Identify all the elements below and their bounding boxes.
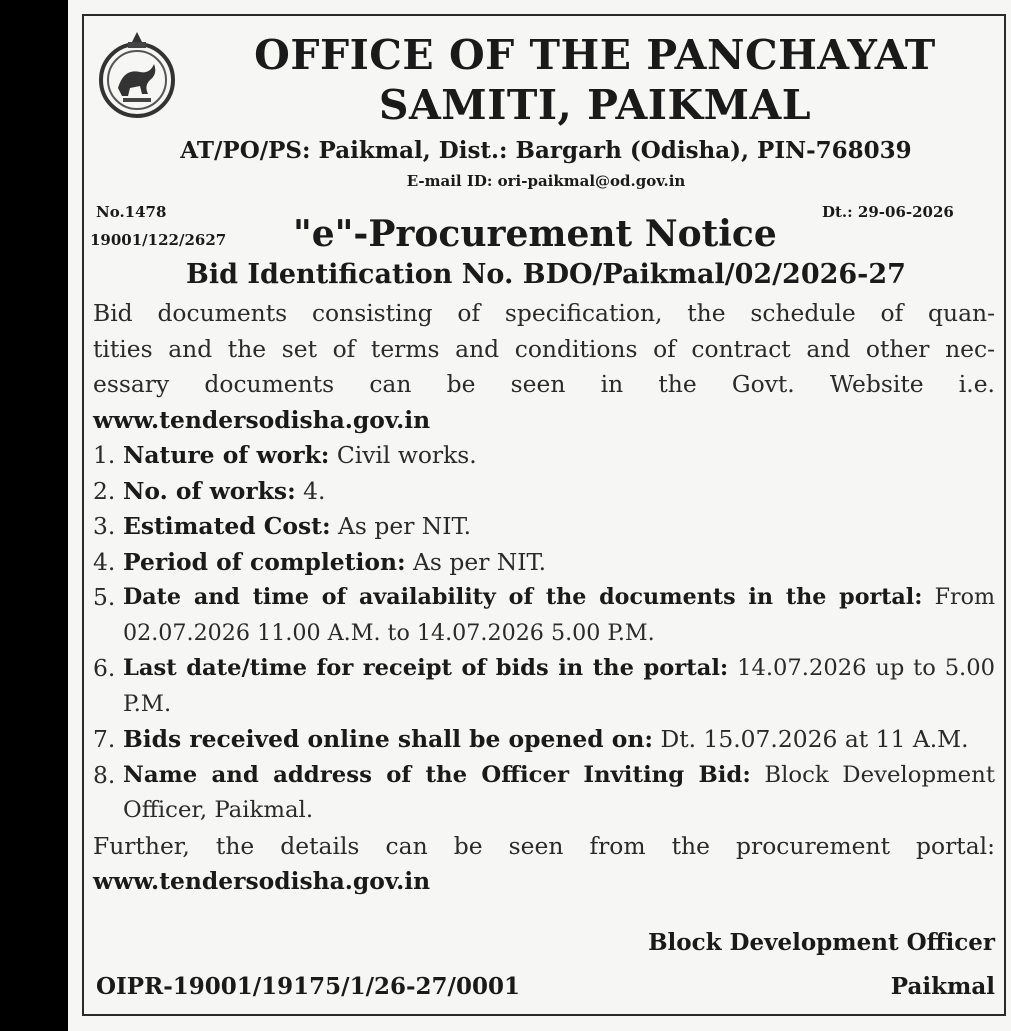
- list-item: [93, 438, 995, 474]
- item-value: Civil works.: [329, 441, 477, 469]
- item-number: 2.: [93, 476, 116, 505]
- letter-number: No.1478: [96, 203, 167, 221]
- item-value: As per NIT.: [330, 512, 472, 540]
- office-address: AT/PO/PS: Paikmal, Dist.: Bargarh (Odisha), PIN-768039: [180, 137, 912, 164]
- intro-line: essary documents can be seen in the Govt. Website i.e.: [93, 370, 995, 398]
- item-number: 6.: [93, 654, 116, 682]
- office-email: E-mail ID: ori-paikmal@od.gov.in: [406, 172, 686, 190]
- item-label: No. of works:: [123, 476, 296, 505]
- list-item: [93, 509, 995, 545]
- notice-heading: "e"-Procurement Notice: [293, 213, 777, 255]
- item-label: Name and address of the Officer Inviting Bid:: [123, 761, 751, 788]
- list-item: [93, 545, 995, 581]
- signatory-place: Paikmal: [890, 973, 995, 1000]
- item-number: 3.: [93, 512, 116, 540]
- list-item: [93, 758, 995, 829]
- item-label: Estimated Cost:: [123, 512, 331, 540]
- office-title-line2: SAMITI, PAIKMAL: [378, 81, 812, 129]
- item-number: 8.: [93, 760, 116, 789]
- item-number: 4.: [93, 547, 116, 576]
- intro-line: tities and the set of terms and conditions of contract and other nec-: [93, 334, 995, 363]
- signatory-title: Block Development Officer: [648, 929, 995, 956]
- item-label: Bids received online shall be opened on:: [123, 725, 654, 753]
- item-number: 1.: [93, 441, 116, 469]
- item-value: Dt. 15.07.2026 at 11 A.M.: [653, 725, 969, 753]
- bid-identification: Bid Identification No. BDO/Paikmal/02/2026-27: [186, 259, 906, 290]
- item-label: Last date/time for receipt of bids in the portal:: [123, 655, 729, 681]
- oipr-number: OIPR-19001/19175/1/26-27/0001: [96, 973, 520, 1000]
- item-number: 7.: [93, 725, 116, 753]
- odisha-emblem-icon: [96, 28, 178, 122]
- item-value: 14.07.2026 up to 5.00 P.M.: [123, 655, 995, 717]
- website-link[interactable]: www.tendersodisha.gov.in: [93, 867, 431, 895]
- file-number: 19001/122/2627: [90, 231, 227, 249]
- item-value: As per NIT.: [405, 547, 547, 576]
- item-label: Nature of work:: [123, 441, 330, 469]
- website-link[interactable]: www.tendersodisha.gov.in: [93, 405, 431, 434]
- notice-body: [93, 296, 995, 900]
- list-item: [93, 474, 995, 510]
- intro-line: Bid documents consisting of specification, the schedule of quan-: [93, 299, 995, 327]
- item-value: Block Development Officer, Paikmal.: [123, 761, 995, 823]
- item-label: Period of completion:: [123, 547, 406, 576]
- office-title-line1: OFFICE OF THE PANCHAYAT: [254, 31, 936, 79]
- item-value: 4.: [295, 476, 326, 505]
- further-details: Further, the details can be seen from the procurement portal:: [93, 831, 995, 860]
- notice-date: Dt.: 29-06-2026: [822, 203, 954, 221]
- list-item: [93, 651, 995, 722]
- list-item: [93, 580, 995, 651]
- item-value: From 02.07.2026 11.00 A.M. to 14.07.2026 5.00 P.M.: [123, 584, 996, 646]
- list-item: [93, 722, 995, 758]
- item-number: 5.: [93, 583, 116, 611]
- item-label: Date and time of availability of the documents in the portal:: [123, 584, 923, 610]
